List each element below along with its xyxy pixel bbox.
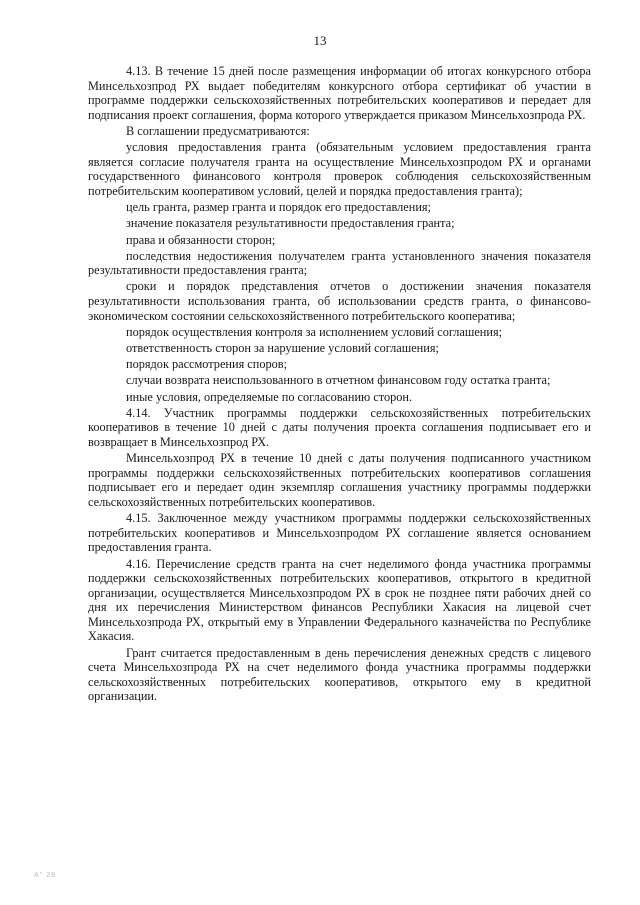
list-item: иные условия, определяемые по согласованию сторон.	[126, 389, 413, 404]
paragraph-4-15: 4.15. Заключенное между участником программы поддержки сельскохозяйственных потребительских кооперативов и Минсельхозпродом РХ соглашение является основанием предоставления гранта.	[88, 511, 591, 555]
list-item: права и обязанности сторон;	[126, 232, 276, 247]
list-item: порядок рассмотрения споров;	[126, 357, 288, 372]
scan-mark: А° 28	[34, 872, 57, 879]
page-number: 13	[313, 33, 327, 48]
list-item: последствия недостижения получателем гранта установленного значения показателя результативности предоставления гранта;	[88, 248, 591, 278]
list-item: ответственность сторон за нарушение условий соглашения;	[126, 341, 439, 356]
paragraph-4-16: 4.16. Перечисление средств гранта на счет неделимого фонда участника программы поддержки сельскохозяйственных потребительских кооперативов, открытого в кредитной организации, осуществляется Минсельхозпродом РХ в срок не позднее пяти рабочих дней со дня их перечисления Министерством финансов Республики Хакасия на лицевой счет Минсельхозпрода РХ, открытый ему в Управлении Федерального казначейства по Республике Хакасия.	[88, 556, 591, 644]
paragraph-4-14: 4.14. Участник программы поддержки сельскохозяйственных потребительских кооперативов в течение 10 дней с даты получения проекта соглашения подписывает его и возвращает в Минсельхозпрод РХ.	[88, 405, 591, 449]
paragraph-grant-provided: Грант считается предоставленным в день перечисления денежных средств с лицевого счета Минсельхозпрода РХ на счет неделимого фонда участника программы поддержки сельскохозяйственных потребительских кооперативов, открытого ему в кредитной организации.	[88, 645, 591, 704]
document-body	[88, 64, 591, 706]
list-item: значение показателя результативности предоставления гранта;	[126, 216, 455, 231]
paragraph-4-13: 4.13. В течение 15 дней после размещения информации об итогах конкурсного отбора Минсельхозпрод РХ выдает победителям конкурсного отбора сертификат об участии в программе поддержки сельскохозяйственных потребительских кооперативов и передает для подписания проект соглашения, форма которого утверждается приказом Минсельхозпрода РХ.	[88, 64, 591, 122]
paragraph-ministry-signing: Минсельхозпрод РХ в течение 10 дней с даты получения подписанного участником программы поддержки сельскохозяйственных потребительских кооперативов соглашения подписывает его и передает один экземпляр соглашения участнику программы поддержки сельскохозяйственных потребительских кооперативов.	[88, 451, 591, 509]
list-item: цель гранта, размер гранта и порядок его предоставления;	[126, 200, 431, 215]
list-item: сроки и порядок представления отчетов о достижении значения показателя результативности использования гранта, об использовании средств гранта, о финансово-экономическом состоянии сельскохозяйственного потребительского кооператива;	[88, 279, 591, 323]
paragraph-agreement-intro: В соглашении предусматриваются:	[126, 123, 310, 138]
list-item: случаи возврата неиспользованного в отчетном финансовом году остатка гранта;	[126, 373, 551, 388]
list-item: порядок осуществления контроля за исполнением условий соглашения;	[126, 324, 503, 339]
list-item: условия предоставления гранта (обязательным условием предоставления гранта является согласие получателя гранта на осуществление Минсельхозпродом РХ и органами государственного финансового контроля проверок соблюдения сельскохозяйственным потребительским кооперативом условий, целей и порядка предоставления гранта);	[88, 140, 591, 198]
